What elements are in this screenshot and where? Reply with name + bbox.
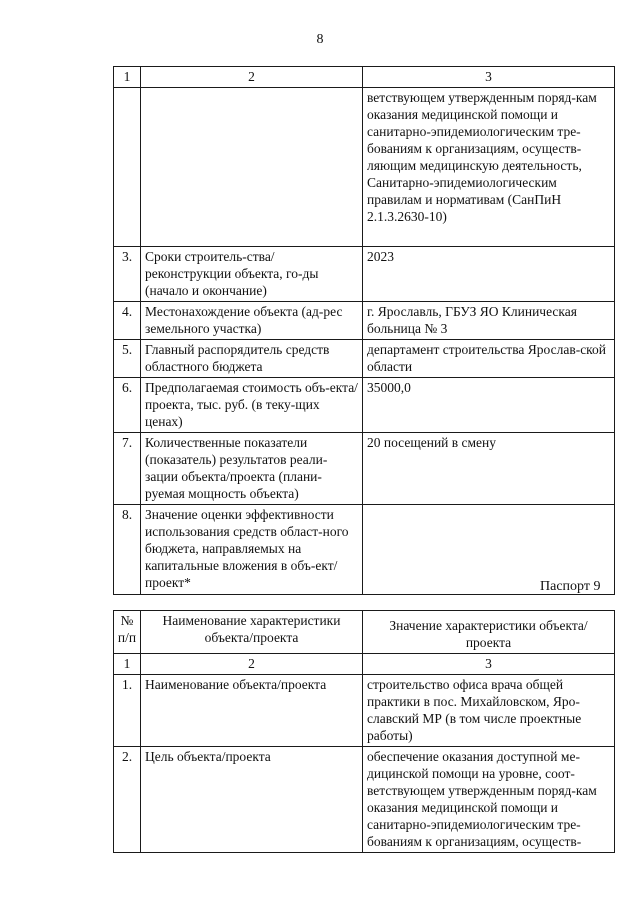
column-number: 1 — [114, 654, 141, 675]
passport-table — [113, 610, 615, 853]
row-number: 3. — [114, 247, 141, 302]
column-number: 3 — [363, 67, 615, 88]
column-number: 1 — [114, 67, 141, 88]
header-characteristic-name: Наименование характеристики объекта/проекта — [141, 611, 363, 654]
table-row — [114, 378, 615, 433]
characteristic-name: Предполагаемая стоимость объ-екта/проекта, тыс. руб. (в теку-щих ценах) — [141, 378, 363, 433]
table-row — [114, 340, 615, 378]
table-row — [114, 675, 615, 747]
characteristic-name: Наименование объекта/проекта — [141, 675, 363, 747]
characteristic-value: ветствующем утвержденным поряд-кам оказания медицинской помощи и санитарно-эпидемиологическим тре-бованиям к организациям, осуществ-ляющим медицинскую деятельность, Санитарно-эпидемиологическим правилам и нормативам (СанПиН 2.1.3.2630-10) — [363, 88, 615, 247]
header-number: № п/п — [114, 611, 141, 654]
row-number: 5. — [114, 340, 141, 378]
characteristic-value: строительство офиса врача общей практики в пос. Михайловском, Яро-славский МР (в том числе проектные работы) — [363, 675, 615, 747]
characteristic-value: департамент строительства Ярослав-ской области — [363, 340, 615, 378]
row-number: 4. — [114, 302, 141, 340]
table-row — [114, 88, 615, 247]
row-number: 7. — [114, 433, 141, 505]
characteristic-name: Значение оценки эффективности использования средств област-ного бюджета, направляемых на капитальные вложения в объ-ект/проект* — [141, 505, 363, 595]
passport-title: Паспорт 9 — [540, 579, 601, 594]
characteristic-name — [141, 88, 363, 247]
characteristic-value: 20 посещений в смену — [363, 433, 615, 505]
characteristic-name: Цель объекта/проекта — [141, 747, 363, 853]
column-number: 3 — [363, 654, 615, 675]
row-number: 1. — [114, 675, 141, 747]
characteristic-name: Сроки строитель-ства/реконструкции объекта, го-ды (начало и окончание) — [141, 247, 363, 302]
characteristic-name: Главный распорядитель средств областного бюджета — [141, 340, 363, 378]
passport-table-continued — [113, 66, 615, 595]
column-number: 2 — [141, 67, 363, 88]
characteristic-name: Количественные показатели (показатель) результатов реали-зации объекта/проекта (плани-руемая мощность объекта) — [141, 433, 363, 505]
table-row — [114, 433, 615, 505]
characteristic-value: г. Ярославль, ГБУЗ ЯО Клиническая больница № 3 — [363, 302, 615, 340]
table-row — [114, 302, 615, 340]
column-number: 2 — [141, 654, 363, 675]
row-number — [114, 88, 141, 247]
characteristic-name: Местонахождение объекта (ад-рес земельного участка) — [141, 302, 363, 340]
characteristic-value: обеспечение оказания доступной ме-дицинской помощи на уровне, соот-ветствующем утвержденным поряд-кам оказания медицинской помощи и санитарно-эпидемиологическим тре-бованиям к организациям, осуществ- — [363, 747, 615, 853]
column-number-row — [114, 654, 615, 675]
header-row — [114, 611, 615, 654]
characteristic-value: 35000,0 — [363, 378, 615, 433]
characteristic-value: 2023 — [363, 247, 615, 302]
row-number: 6. — [114, 378, 141, 433]
header-characteristic-value: Значение характеристики объекта/проекта — [363, 611, 615, 654]
row-number: 2. — [114, 747, 141, 853]
table-row — [114, 247, 615, 302]
table-row — [114, 747, 615, 853]
column-number-row — [114, 67, 615, 88]
page-number: 8 — [316, 32, 324, 47]
row-number: 8. — [114, 505, 141, 595]
